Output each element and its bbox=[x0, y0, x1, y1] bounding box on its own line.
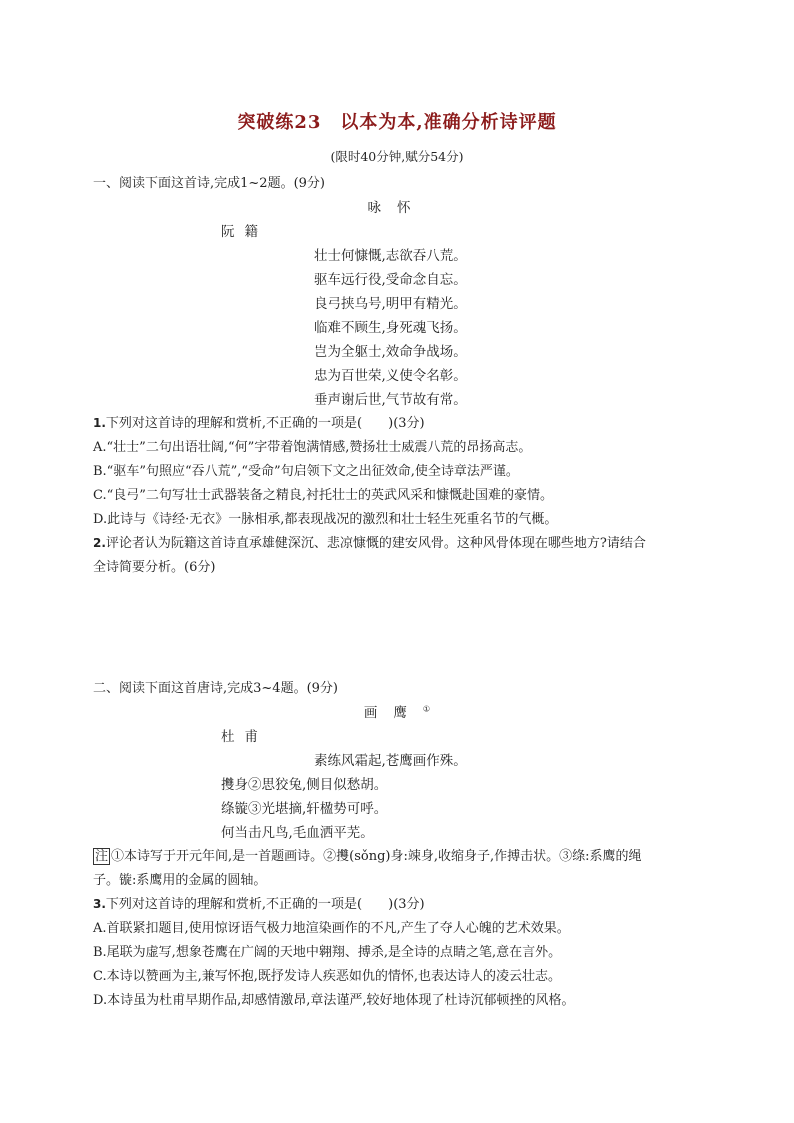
section1-heading: 一、阅读下面这首诗,完成1~2题。(9分) bbox=[93, 176, 325, 191]
poem2-author: 杜甫 bbox=[221, 729, 268, 745]
question-2-number: 2. bbox=[93, 536, 106, 550]
question-2 bbox=[93, 532, 646, 551]
annotation-line2: 子。镟:系鹰用的金属的圆轴。 bbox=[93, 873, 267, 888]
question-1-stem: 下列对这首诗的理解和赏析,不正确的一项是( )(3分) bbox=[105, 416, 425, 431]
q3-option-a: A.首联紧扣题目,使用惊讶语气极力地渲染画作的不凡,产生了夺人心魄的艺术效果。 bbox=[93, 921, 570, 936]
poem1-author: 阮籍 bbox=[221, 224, 268, 240]
poem2-line-4: 何当击凡鸟,毛血洒平芜。 bbox=[221, 825, 374, 841]
page-title: 突破练23 以本为本,准确分析诗评题 bbox=[237, 112, 557, 133]
poem1-line-2: 驱车远行役,受命念自忘。 bbox=[314, 272, 467, 288]
q3-option-d: D.本诗虽为杜甫早期作品,却感情激昂,章法谨严,较好地体现了杜诗沉郁顿挫的风格。 bbox=[93, 993, 575, 1008]
annotation bbox=[93, 845, 642, 865]
poem1-line-4: 临难不顾生,身死魂飞扬。 bbox=[314, 320, 467, 336]
poem1-line-3: 良弓挟乌号,明甲有精光。 bbox=[314, 296, 467, 312]
q3-option-b: B.尾联为虚写,想象苍鹰在广阔的天地中翱翔、搏杀,是全诗的点睛之笔,意在言外。 bbox=[93, 945, 562, 960]
question-1 bbox=[93, 412, 425, 431]
poem2-title-note-mark: ① bbox=[422, 704, 431, 714]
q1-option-b: B.“驱车”句照应“吞八荒”,“受命”句启领下文之出征效命,使全诗章法严谨。 bbox=[93, 464, 519, 479]
poem2-line-3: 绦镟③光堪摘,轩楹势可呼。 bbox=[221, 801, 388, 817]
poem2-line-1: 素练风霜起,苍鹰画作殊。 bbox=[314, 753, 467, 769]
poem2-title-text: 画鹰 bbox=[363, 705, 423, 721]
poem2-line-2: 㩳身②思狡兔,侧目似愁胡。 bbox=[221, 777, 388, 793]
annotation-line1: ①本诗写于开元年间,是一首题画诗。②㩳(sǒng)身:竦身,收缩身子,作搏击状。③绦:系鹰的绳 bbox=[111, 849, 642, 864]
time-limit-note: (限时40分钟,赋分54分) bbox=[330, 149, 464, 164]
question-3-stem: 下列对这首诗的理解和赏析,不正确的一项是( )(3分) bbox=[105, 897, 425, 912]
poem1-title: 咏怀 bbox=[367, 200, 427, 216]
poem1-line-6: 忠为百世荣,义使令名彰。 bbox=[314, 368, 467, 384]
q1-option-a: A.“壮士”二句出语壮阔,“何”字带着饱满情感,赞扬壮士威震八荒的昂扬高志。 bbox=[93, 440, 532, 455]
question-2-stem-line1: 评论者认为阮籍这首诗直承雄健深沉、悲凉慷慨的建安风骨。这种风骨体现在哪些地方?请结合 bbox=[105, 536, 646, 551]
q3-option-c: C.本诗以赞画为主,兼写怀抱,既抒发诗人疾恶如仇的情怀,也表达诗人的凌云壮志。 bbox=[93, 969, 562, 984]
question-2-stem-line2: 全诗简要分析。(6分) bbox=[93, 560, 216, 575]
q1-option-c: C.“良弓”二句写壮士武器装备之精良,衬托壮士的英武风采和慷慨赴国难的豪情。 bbox=[93, 488, 554, 503]
question-1-number: 1. bbox=[93, 416, 106, 430]
question-3 bbox=[93, 893, 425, 912]
poem1-line-1: 壮士何慷慨,志欲吞八荒。 bbox=[314, 248, 467, 264]
poem1-line-7: 垂声谢后世,气节故有常。 bbox=[314, 392, 467, 408]
poem2-title bbox=[0, 701, 794, 721]
q1-option-d: D.此诗与《诗经·无衣》一脉相承,都表现战况的激烈和壮士轻生死重名节的气概。 bbox=[93, 512, 558, 527]
section2-heading: 二、阅读下面这首唐诗,完成3~4题。(9分) bbox=[93, 681, 338, 696]
poem1-line-5: 岂为全躯士,效命争战场。 bbox=[314, 344, 467, 360]
annotation-label: 注 bbox=[95, 849, 109, 864]
question-3-number: 3. bbox=[93, 897, 106, 911]
